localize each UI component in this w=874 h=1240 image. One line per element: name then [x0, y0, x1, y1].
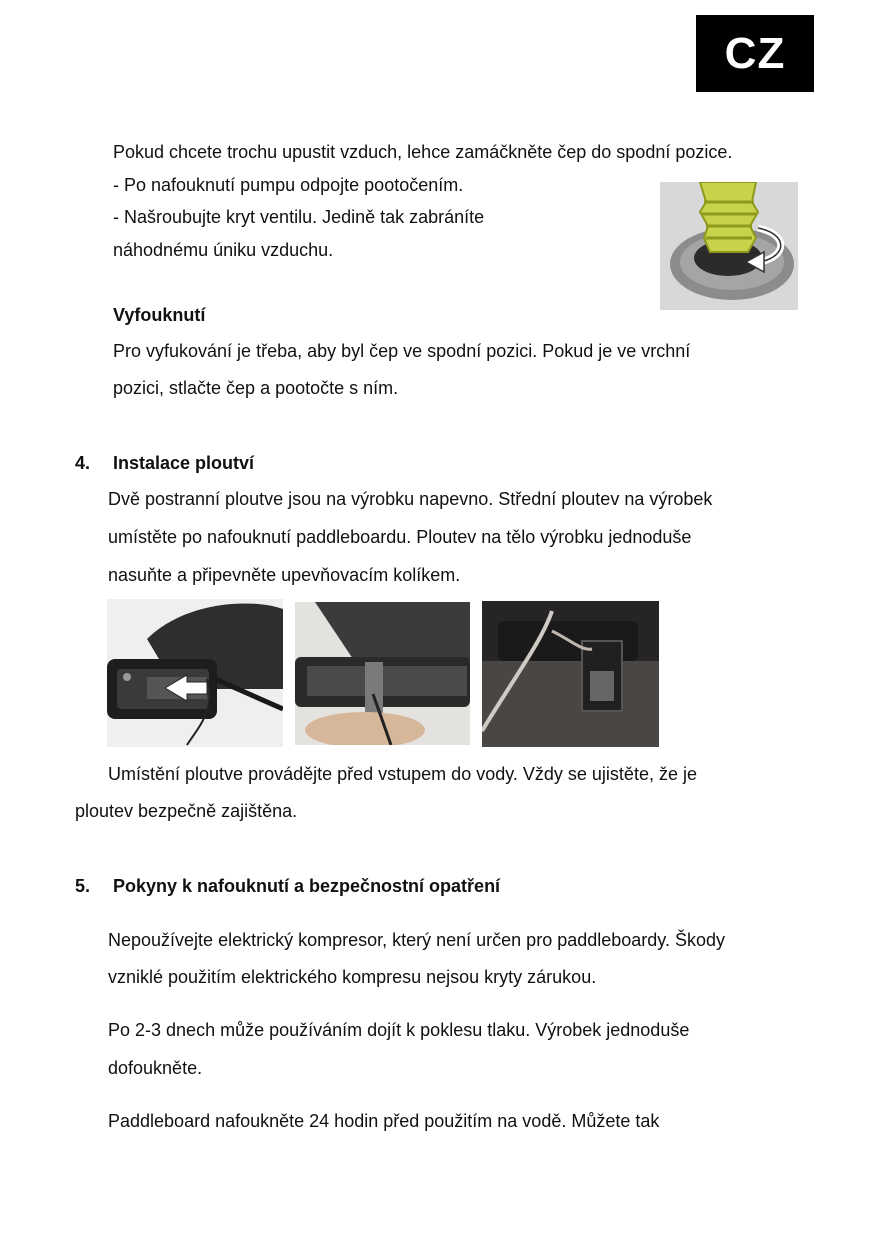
section-5-number: 5. — [75, 876, 91, 896]
section-5-p1-line-1: Nepoužívejte elektrický kompresor, který není určen pro paddleboardy. Škody — [108, 930, 725, 950]
language-badge: CZ — [696, 15, 814, 92]
section-5-heading: Pokyny k nafouknutí a bezpečnostní opatření — [113, 876, 501, 896]
section-5-p3-line-1: Paddleboard nafoukněte 24 hodin před použitím na vodě. Můžete tak — [108, 1111, 660, 1131]
section-5-p2-line-1: Po 2-3 dnech může používáním dojít k poklesu tlaku. Výrobek jednoduše — [108, 1020, 690, 1040]
fin-note-line-1: Umístění ploutve provádějte před vstupem do vody. Vždy se ujistěte, že je — [108, 764, 697, 784]
deflate-heading: Vyfouknutí — [113, 305, 206, 325]
valve-photo — [660, 182, 798, 310]
section-4-number: 4. — [75, 453, 91, 473]
section-4-text-line-1: Dvě postranní ploutve jsou na výrobku napevno. Střední ploutev na výrobek — [108, 489, 713, 509]
deflate-text-line-2: pozici, stlačte čep a pootočte s ním. — [113, 378, 399, 398]
section-4-text-line-3: nasuňte a připevněte upevňovacím kolíkem. — [108, 565, 461, 585]
fin-photo-slide — [107, 599, 283, 747]
fin-photo-pin — [295, 602, 470, 745]
section-4-heading: Instalace ploutví — [113, 453, 255, 473]
valve-text-line-3: - Našroubujte kryt ventilu. Jedině tak zabráníte — [113, 207, 485, 227]
valve-text-line-2: - Po nafouknutí pumpu odpojte pootočením. — [113, 175, 464, 195]
fin-note-line-2: ploutev bezpečně zajištěna. — [75, 801, 298, 821]
section-4-text-line-2: umístěte po nafouknutí paddleboardu. Ploutev na tělo výrobku jednoduše — [108, 527, 692, 547]
valve-text-line-1: Pokud chcete trochu upustit vzduch, lehce zamáčkněte čep do spodní pozice. — [113, 142, 733, 162]
fin-photo-installed — [482, 601, 659, 747]
deflate-text-line-1: Pro vyfukování je třeba, aby byl čep ve spodní pozici. Pokud je ve vrchní — [113, 341, 691, 361]
section-5-p1-line-2: vzniklé použitím elektrického kompresu nejsou kryty zárukou. — [108, 967, 597, 987]
valve-text-line-4: náhodnému úniku vzduchu. — [113, 240, 334, 260]
section-5-p2-line-2: dofoukněte. — [108, 1058, 203, 1078]
